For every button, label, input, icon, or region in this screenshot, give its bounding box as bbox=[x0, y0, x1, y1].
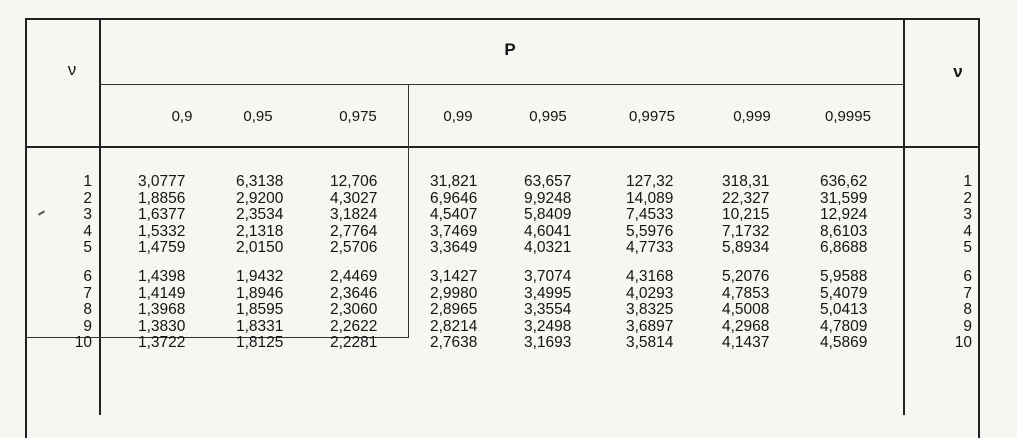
value-cell: 1,6377 bbox=[138, 206, 186, 224]
value-cell: 3,0777 bbox=[138, 173, 186, 190]
value-cell: 6,8688 bbox=[820, 239, 868, 257]
value-cell: 4,7853 bbox=[722, 284, 770, 302]
value-cell: 1,5332 bbox=[138, 222, 186, 240]
nu-index-cell: 9 bbox=[963, 317, 972, 335]
nu-index-cell: 3 bbox=[963, 206, 972, 224]
value-cell: 2,7764 bbox=[330, 222, 378, 240]
value-cell: 1,8946 bbox=[236, 284, 284, 302]
value-cell: 5,8409 bbox=[524, 206, 572, 224]
nu-index-cell: 7 bbox=[83, 284, 92, 302]
value-cell: 3,8325 bbox=[626, 301, 674, 319]
nu-index-right bbox=[940, 174, 972, 352]
value-cell: 127,32 bbox=[626, 173, 674, 190]
prob-header: 0,9995 bbox=[825, 108, 871, 125]
nu-index-cell: 1 bbox=[963, 173, 972, 190]
header-bottom-rule bbox=[25, 146, 980, 148]
value-cell: 1,3830 bbox=[138, 317, 186, 335]
value-cell: 3,1824 bbox=[330, 206, 378, 224]
value-cell: 2,8214 bbox=[430, 317, 478, 335]
value-cell: 3,4995 bbox=[524, 284, 572, 302]
value-column bbox=[722, 174, 769, 352]
value-cell: 31,821 bbox=[430, 173, 478, 190]
value-cell: 5,8934 bbox=[722, 239, 770, 257]
value-cell: 3,7469 bbox=[430, 222, 478, 240]
value-cell: 2,9200 bbox=[236, 189, 284, 207]
value-cell: 4,7809 bbox=[820, 317, 868, 335]
value-cell: 2,7638 bbox=[430, 334, 478, 352]
nu-index-cell: 2 bbox=[83, 189, 92, 207]
value-cell: 8,6103 bbox=[820, 222, 868, 240]
value-cell: 5,2076 bbox=[722, 267, 770, 285]
value-cell: 4,5407 bbox=[430, 206, 478, 224]
value-cell: 12,924 bbox=[820, 206, 868, 224]
value-cell: 2,3646 bbox=[330, 284, 378, 302]
value-cell: 1,8331 bbox=[236, 317, 284, 335]
value-cell: 63,657 bbox=[524, 173, 572, 190]
value-cell: 2,3060 bbox=[330, 301, 378, 319]
prob-header: 0,99 bbox=[443, 108, 473, 125]
value-cell: 4,5008 bbox=[722, 301, 770, 319]
prob-header: 0,9 bbox=[171, 108, 193, 125]
value-column bbox=[820, 174, 867, 352]
value-cell: 1,8856 bbox=[138, 189, 186, 207]
value-cell: 22,327 bbox=[722, 189, 770, 207]
nu-index-cell: 8 bbox=[83, 301, 92, 319]
prob-header: 0,975 bbox=[339, 108, 377, 125]
value-cell: 5,5976 bbox=[626, 222, 674, 240]
value-cell: 3,1427 bbox=[430, 267, 478, 285]
value-cell: 318,31 bbox=[722, 173, 770, 190]
nu-index-cell: 5 bbox=[83, 239, 92, 257]
value-column bbox=[236, 174, 283, 352]
value-cell: 4,3027 bbox=[330, 189, 378, 207]
value-cell: 2,2622 bbox=[330, 317, 378, 335]
value-cell: 2,1318 bbox=[236, 222, 284, 240]
nu-index-cell: 7 bbox=[963, 284, 972, 302]
value-cell: 2,0150 bbox=[236, 239, 284, 257]
value-column bbox=[626, 174, 673, 352]
value-cell: 4,0293 bbox=[626, 284, 674, 302]
value-cell: 7,1732 bbox=[722, 222, 770, 240]
right-index-divider bbox=[903, 18, 905, 415]
value-cell: 3,3554 bbox=[524, 301, 572, 319]
value-cell: 3,2498 bbox=[524, 317, 572, 335]
value-cell: 1,8125 bbox=[236, 334, 284, 352]
value-cell: 6,9646 bbox=[430, 189, 478, 207]
value-cell: 7,4533 bbox=[626, 206, 674, 224]
nu-index-cell: 9 bbox=[83, 317, 92, 335]
value-cell: 1,3722 bbox=[138, 334, 186, 352]
value-cell: 9,9248 bbox=[524, 189, 572, 207]
value-cell: 1,4398 bbox=[138, 267, 186, 285]
value-cell: 636,62 bbox=[820, 173, 868, 190]
value-cell: 3,6897 bbox=[626, 317, 674, 335]
value-cell: 4,7733 bbox=[626, 239, 674, 257]
p-header-rule bbox=[101, 84, 903, 85]
value-cell: 2,5706 bbox=[330, 239, 378, 257]
nu-index-cell: 6 bbox=[83, 267, 92, 285]
nu-index-cell: 1 bbox=[83, 173, 92, 190]
value-column bbox=[430, 174, 477, 352]
nu-right-header: ν bbox=[953, 62, 963, 81]
value-cell: 4,2968 bbox=[722, 317, 770, 335]
nu-index-cell: 3 bbox=[83, 206, 92, 224]
value-cell: 1,3968 bbox=[138, 301, 186, 319]
value-cell: 1,4759 bbox=[138, 239, 186, 257]
prob-header: 0,995 bbox=[529, 108, 567, 125]
p-header: P bbox=[504, 40, 516, 59]
nu-index-cell: 5 bbox=[963, 239, 972, 257]
value-cell: 10,215 bbox=[722, 206, 770, 224]
nu-index-cell: 6 bbox=[963, 267, 972, 285]
nu-index-cell: 8 bbox=[963, 301, 972, 319]
value-cell: 31,599 bbox=[820, 189, 868, 207]
nu-index-cell: 2 bbox=[963, 189, 972, 207]
value-cell: 5,4079 bbox=[820, 284, 868, 302]
value-cell: 4,3168 bbox=[626, 267, 674, 285]
pencil-vertical-mark bbox=[408, 84, 409, 338]
value-cell: 12,706 bbox=[330, 173, 378, 190]
value-cell: 4,1437 bbox=[722, 334, 770, 352]
value-cell: 6,3138 bbox=[236, 173, 284, 190]
nu-left-header: ν bbox=[67, 60, 77, 79]
value-cell: 5,9588 bbox=[820, 267, 868, 285]
prob-header: 0,999 bbox=[733, 108, 771, 125]
value-cell: 4,5869 bbox=[820, 334, 868, 352]
value-column bbox=[330, 174, 377, 352]
value-cell: 5,0413 bbox=[820, 301, 868, 319]
prob-header: 0,9975 bbox=[629, 108, 675, 125]
value-cell: 1,9432 bbox=[236, 267, 284, 285]
value-cell: 2,8965 bbox=[430, 301, 478, 319]
value-cell: 3,5814 bbox=[626, 334, 674, 352]
value-cell: 14,089 bbox=[626, 189, 674, 207]
value-cell: 2,3534 bbox=[236, 206, 284, 224]
value-cell: 3,3649 bbox=[430, 239, 478, 257]
nu-index-cell: 4 bbox=[963, 222, 972, 240]
left-index-divider bbox=[99, 18, 101, 415]
value-cell: 2,9980 bbox=[430, 284, 478, 302]
value-cell: 3,7074 bbox=[524, 267, 572, 285]
value-cell: 2,4469 bbox=[330, 267, 378, 285]
value-column bbox=[138, 174, 185, 352]
value-cell: 3,1693 bbox=[524, 334, 572, 352]
nu-index-cell: 10 bbox=[74, 334, 92, 352]
value-cell: 2,2281 bbox=[330, 334, 378, 352]
nu-index-left bbox=[62, 174, 92, 352]
nu-index-cell: 4 bbox=[83, 222, 92, 240]
value-column bbox=[524, 174, 571, 352]
value-cell: 1,4149 bbox=[138, 284, 186, 302]
value-cell: 4,6041 bbox=[524, 222, 572, 240]
nu-index-cell: 10 bbox=[954, 334, 972, 352]
prob-header: 0,95 bbox=[243, 108, 273, 125]
value-cell: 4,0321 bbox=[524, 239, 572, 257]
value-cell: 1,8595 bbox=[236, 301, 284, 319]
